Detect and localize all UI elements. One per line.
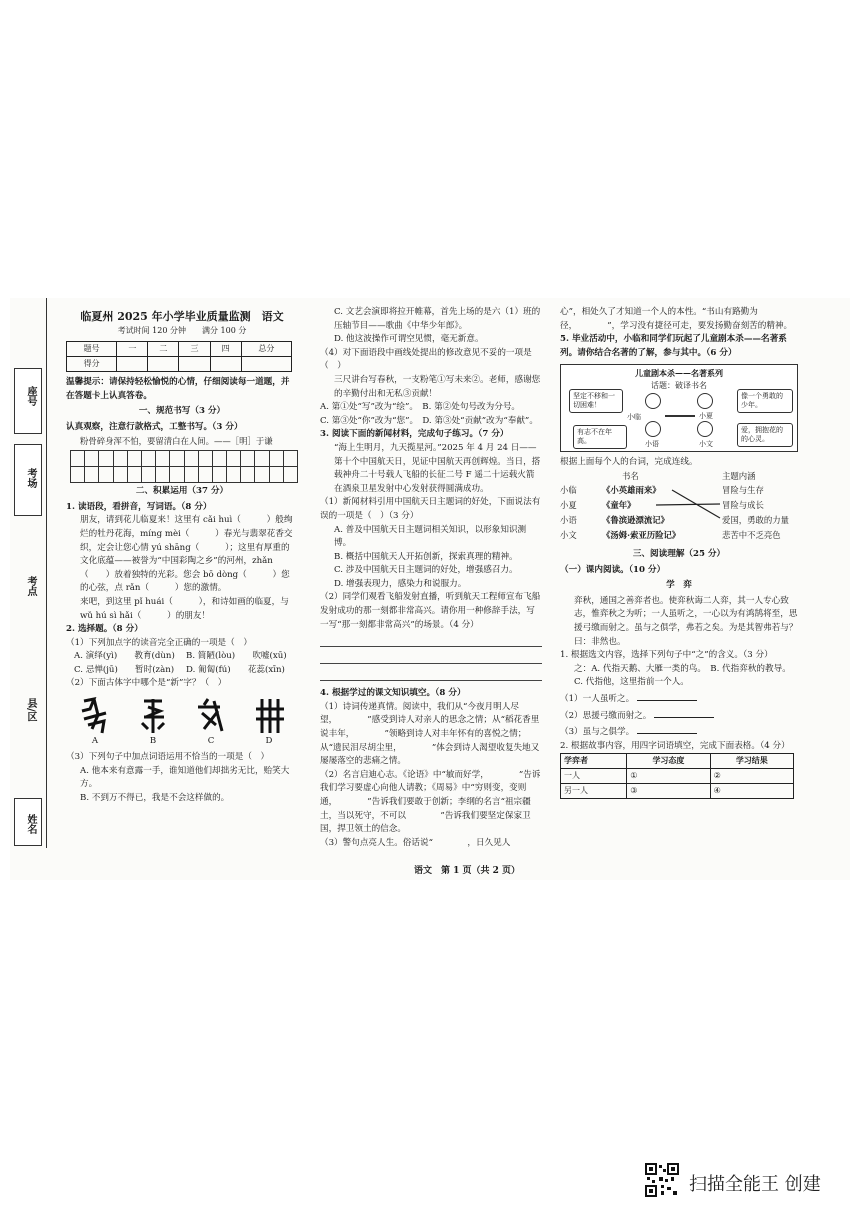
r1-item: （2）思援弓缴而射之。 xyxy=(560,707,798,724)
q3-title: 3. 阅读下面的新闻材料，完成句子练习。（7 分） xyxy=(320,429,509,440)
answer-blank[interactable] xyxy=(654,707,714,718)
q3-1-option-b[interactable]: B. 概括中国航天人开拓创新，探索真理的精神。 xyxy=(334,551,518,562)
section-1-instr: 认真观察，注意行款格式，工整书写。（3 分） xyxy=(66,421,243,432)
option-b[interactable]: B. 简陋(lòu) 吹嘘(xū) xyxy=(186,651,287,662)
kid-name: 小文 xyxy=(699,440,713,449)
q2-3-option-c[interactable]: C. 文艺会演即将拉开帷幕，首先上场的是六（1）班的压轴节目——歌曲《中华少年郎》。 xyxy=(334,307,541,331)
story-text: 弈秋，通国之善弈者也。使弈秋诲二人弈，其一人专心致志，惟弈秋之为听；一人虽听之，一心以为有鸿鹄将至，思援弓缴而射之。虽与之俱学，弗若之矣。为是其智弗若与？曰：非然也。 xyxy=(574,595,798,647)
q3-1-option-a[interactable]: A. 普及中国航天日主题词相关知识，以形象知识测博。 xyxy=(334,524,527,549)
match-book[interactable]: 《鲁滨逊漂流记》 xyxy=(602,514,669,525)
q5-instr: 根据上面每个人的台词，完成连线。 xyxy=(560,457,698,468)
q3-1-option-c[interactable]: C. 涉及中国航天日主题词的好处，增强感召力。 xyxy=(334,565,518,576)
q1-text: 来吧，到这里 pǐ huái（ ），和诗如画的临夏，与 wǔ hú sì hǎi（ ）的朋友！ xyxy=(80,596,289,621)
column-left xyxy=(66,306,298,805)
q2-title: 2. 选择题。（8 分） xyxy=(66,624,143,635)
kid-name: 小语 xyxy=(645,440,659,449)
answer-line[interactable] xyxy=(320,649,542,664)
table-icon xyxy=(665,415,695,417)
match-head-theme: 主题内涵 xyxy=(722,470,756,481)
q3-news: “海上生明月，九天揽星河。”2025 年 4 月 24 日——第十个中国航天日，见证中国航天再创辉煌。当日，搭载神舟二十号载人飞船的长征二号 F 遥二十运载火箭在酒泉卫星发射中心发射获得圆满成功。 xyxy=(334,442,541,494)
q2-3-option-b[interactable]: B. 不到万不得已，我是不会这样做的。 xyxy=(80,792,230,803)
ancient-glyphs xyxy=(66,695,298,751)
r2-title: 2. 根据故事内容，用四字词语填空，完成下面表格。（4 分） xyxy=(560,740,790,751)
q2-3-option-d[interactable]: D. 他这波操作可谓空见惯，毫无新意。 xyxy=(334,334,484,345)
binding-label-name: 姓名 xyxy=(25,814,36,834)
story-title: 学 弈 xyxy=(666,580,692,591)
column-right xyxy=(560,306,798,799)
q3-1: （1）新闻材料引用中国航天日主题词的好处，下面说法有误的一项是（ ）（3 分） xyxy=(320,497,541,521)
glyph-d[interactable]: D xyxy=(247,695,291,751)
match-theme[interactable]: 冒险与成长 xyxy=(722,499,764,510)
answer-line[interactable] xyxy=(320,666,542,681)
option-a[interactable]: A. 演绎(yì) 教育(dùn) xyxy=(74,651,175,662)
kid-name: 小临 xyxy=(627,413,641,422)
binding-label-county: 县/区 xyxy=(25,698,36,722)
glyph-c[interactable]: C xyxy=(189,695,233,751)
match-name: 小文 xyxy=(560,529,577,540)
pic-topic: 话题：破译书名 xyxy=(651,381,707,391)
q2-2: （2）下面古体字中哪个是“新”字？（ ） xyxy=(66,678,227,689)
match-name: 小语 xyxy=(560,514,577,525)
ancient-glyph-d-icon xyxy=(252,695,286,735)
glyph-b[interactable]: B xyxy=(131,695,175,751)
kid-icon xyxy=(645,393,661,409)
score-head: 二 xyxy=(148,342,179,357)
result-table: 学弈者 学习态度 学习结果 一人 ① ② 另一人 ③ ④ xyxy=(560,753,794,799)
q2-1: （1）下列加点字的读音完全正确的一项是（ ） xyxy=(66,637,252,648)
glyph-a[interactable]: A xyxy=(73,695,117,751)
match-name: 小夏 xyxy=(560,499,577,510)
script-kill-illustration xyxy=(560,364,798,452)
score-label: 得分 xyxy=(67,357,117,372)
speech-bubble: 像一个勇敢的少年。 xyxy=(737,389,793,413)
q2-4: （4）对下面语段中画线处提出的修改意见不妥的一项是（ ） xyxy=(320,347,532,372)
score-head: 总分 xyxy=(241,342,291,357)
match-theme[interactable]: 爱国，勇敢的力量 xyxy=(722,514,789,525)
score-table xyxy=(66,341,292,372)
writing-grid[interactable] xyxy=(70,450,298,483)
q2-3-option-a[interactable]: A. 他本来有意露一手，谁知道他们却拙劣无比，贻笑大方。 xyxy=(80,765,290,790)
match-lines xyxy=(560,470,798,546)
q2-3: （3）下列句子中加点词语运用不恰当的一项是（ ） xyxy=(66,752,270,763)
speech-bubble: 坚定不移和一切困难！ xyxy=(569,389,623,413)
answer-line[interactable] xyxy=(320,632,542,647)
ancient-glyph-a-icon xyxy=(78,695,112,735)
page-footer: 语文 第 1 页（共 2 页） xyxy=(414,866,521,876)
q4-1: （1）诗词传递真情。阅读中，我们从“今夜月明人尽望， ”感受到诗人对亲人的思念之情；从“稻花香里说丰年， ”领略到诗人对丰年怀有的喜悦之情；从“遗民泪尽胡尘里， ”体会到诗人渴望收复失地又屡屡落空的悲痛之情。 xyxy=(320,701,540,767)
q2-1-options xyxy=(66,650,298,677)
match-book[interactable]: 《小英雄雨来》 xyxy=(602,484,661,495)
kid-icon xyxy=(697,393,713,409)
score-head: 一 xyxy=(117,342,148,357)
binding-label-room: 考场 xyxy=(25,468,36,488)
sub-section-1: （一）课内阅读。（10 分） xyxy=(560,564,666,575)
speech-bubble: 爱，拥抱花的的心灵。 xyxy=(737,423,793,447)
column-middle xyxy=(320,306,542,850)
match-name: 小临 xyxy=(560,484,577,495)
pic-title: 儿童剧本杀——名著系列 xyxy=(635,368,723,379)
match-book[interactable]: 《童年》 xyxy=(602,499,636,510)
q2-4-option-cd[interactable]: C. 第③处“你”改为“您”。 D. 第③处“贡献”改为“奉献”。 xyxy=(320,415,538,426)
r1-title: 1. 根据选文内容，选择下列句子中“之”的含义。（3 分） xyxy=(560,650,773,661)
exam-time: 考试时间 120 分钟 满分 100 分 xyxy=(117,325,247,335)
answer-blank[interactable] xyxy=(637,723,697,734)
option-c[interactable]: C. 忌惮(jū) 暂时(zàn) xyxy=(74,664,175,675)
speech-bubble: 有志不在年高。 xyxy=(573,425,627,449)
q3-2: （2）同学们观看飞船发射直播，听到航天工程师宣布飞船发射成功的那一刻都非常高兴。请你用一种修辞手法，写一写“那一刻都非常高兴”的场景。（4 分） xyxy=(320,592,541,630)
qr-code-icon xyxy=(645,1163,679,1197)
score-head: 四 xyxy=(210,342,241,357)
q4-3-cont: 心”，相处久了才知道一个人的本性。“书山有路勤为径， ”，学习没有捷径可走，要发扬勤奋刻苦的精神。 xyxy=(560,307,793,331)
answer-blank[interactable] xyxy=(637,690,697,701)
score-head: 三 xyxy=(179,342,210,357)
match-theme[interactable]: 冒险与生存 xyxy=(722,484,764,495)
match-theme[interactable]: 悲苦中不乏亮色 xyxy=(722,529,781,540)
q4-2: （2）名言启迪心志。《论语》中“敏而好学， ”告诉我们学习要虚心向他人请教；《周易》中“穷则变，变则通， ”告诉我们要敢于创新；李纲的名言“祖宗疆土，当以死守，不可以 ”告诉我们要坚定保家卫国，捍卫领土的信念。 xyxy=(320,769,541,835)
option-d[interactable]: D. 匍匐(fú) 花蕊(xīn) xyxy=(186,664,285,675)
r1-item: （3）虽与之俱学。 xyxy=(560,723,798,740)
matching-exercise xyxy=(560,470,798,546)
kid-name: 小夏 xyxy=(699,412,713,421)
section-2-title: 二、积累运用（37 分） xyxy=(135,486,229,497)
ancient-glyph-b-icon xyxy=(136,695,170,735)
q2-4-text: 三尺讲台写春秋，一支粉笔①写未来②。老师，感谢您的辛勤付出和无私③贡献！ xyxy=(334,374,541,399)
warm-tip: 温馨提示：请保持轻松愉悦的心情，仔细阅读每一道题，并在答题卡上认真答卷。 xyxy=(66,377,290,401)
binding-label-site: 考点 xyxy=(25,576,36,596)
poem-line: 粉骨碎身浑不怕，要留清白在人间。——［明］于谦 xyxy=(80,435,273,446)
kid-icon xyxy=(645,421,661,437)
section-1-title: 一、规范书写（3 分） xyxy=(138,406,226,417)
match-book[interactable]: 《汤姆·索亚历险记》 xyxy=(602,529,681,540)
r1-item: （1）一人虽听之。 xyxy=(560,690,798,707)
binding-strip xyxy=(10,298,47,848)
score-head: 题号 xyxy=(67,342,117,357)
q2-4-option-ab[interactable]: A. 第①处“写”改为“绘”。 B. 第②处句号改为分号。 xyxy=(320,402,521,413)
r1-options: 之：A. 代指天鹅、大雁一类的鸟。 B. 代指弈秋的教导。 C. 代指他，这里指前一个人。 xyxy=(574,663,796,688)
binding-label-seat: 座号 xyxy=(25,386,36,406)
ancient-glyph-c-icon xyxy=(194,695,228,735)
q4-3: （3）警句点亮人生。俗话说“ ，日久见人 xyxy=(320,837,511,848)
match-head-book: 书名 xyxy=(622,470,639,481)
q1-text: 朋友，请到花儿临夏来！这里有 cǎi huì（ ）般绚烂的牡丹花海，míng mèi（ ）春光与翡翠花香交织，定会让您心情 yú shāng（ ）；这里有厚重的文化底蕴——被誉为“中国彩陶之乡”的河州，zhǎn（ ）放着独特的光彩。您会 bō dòng（ ）您的心弦，点 rǎn（ ）您的激情。 xyxy=(80,515,293,594)
exam-title: 临夏州 2025 年小学毕业质量监测 语文 xyxy=(80,310,284,323)
q5-title: 5. 毕业活动中，小临和同学们玩起了儿童剧本杀——名著系列。请你结合名著的了解，参与其中。（6 分） xyxy=(560,334,787,358)
scanner-watermark: 扫描全能王 创建 xyxy=(689,1174,821,1195)
q1-title: 1. 读语段，看拼音，写词语。（8 分） xyxy=(66,501,212,512)
q3-1-option-d[interactable]: D. 增强表现力，感染力和说服力。 xyxy=(334,578,467,589)
section-3-title: 三、阅读理解（25 分） xyxy=(632,548,726,559)
q4-title: 4. 根据学过的课文知识填空。（8 分） xyxy=(320,688,466,699)
